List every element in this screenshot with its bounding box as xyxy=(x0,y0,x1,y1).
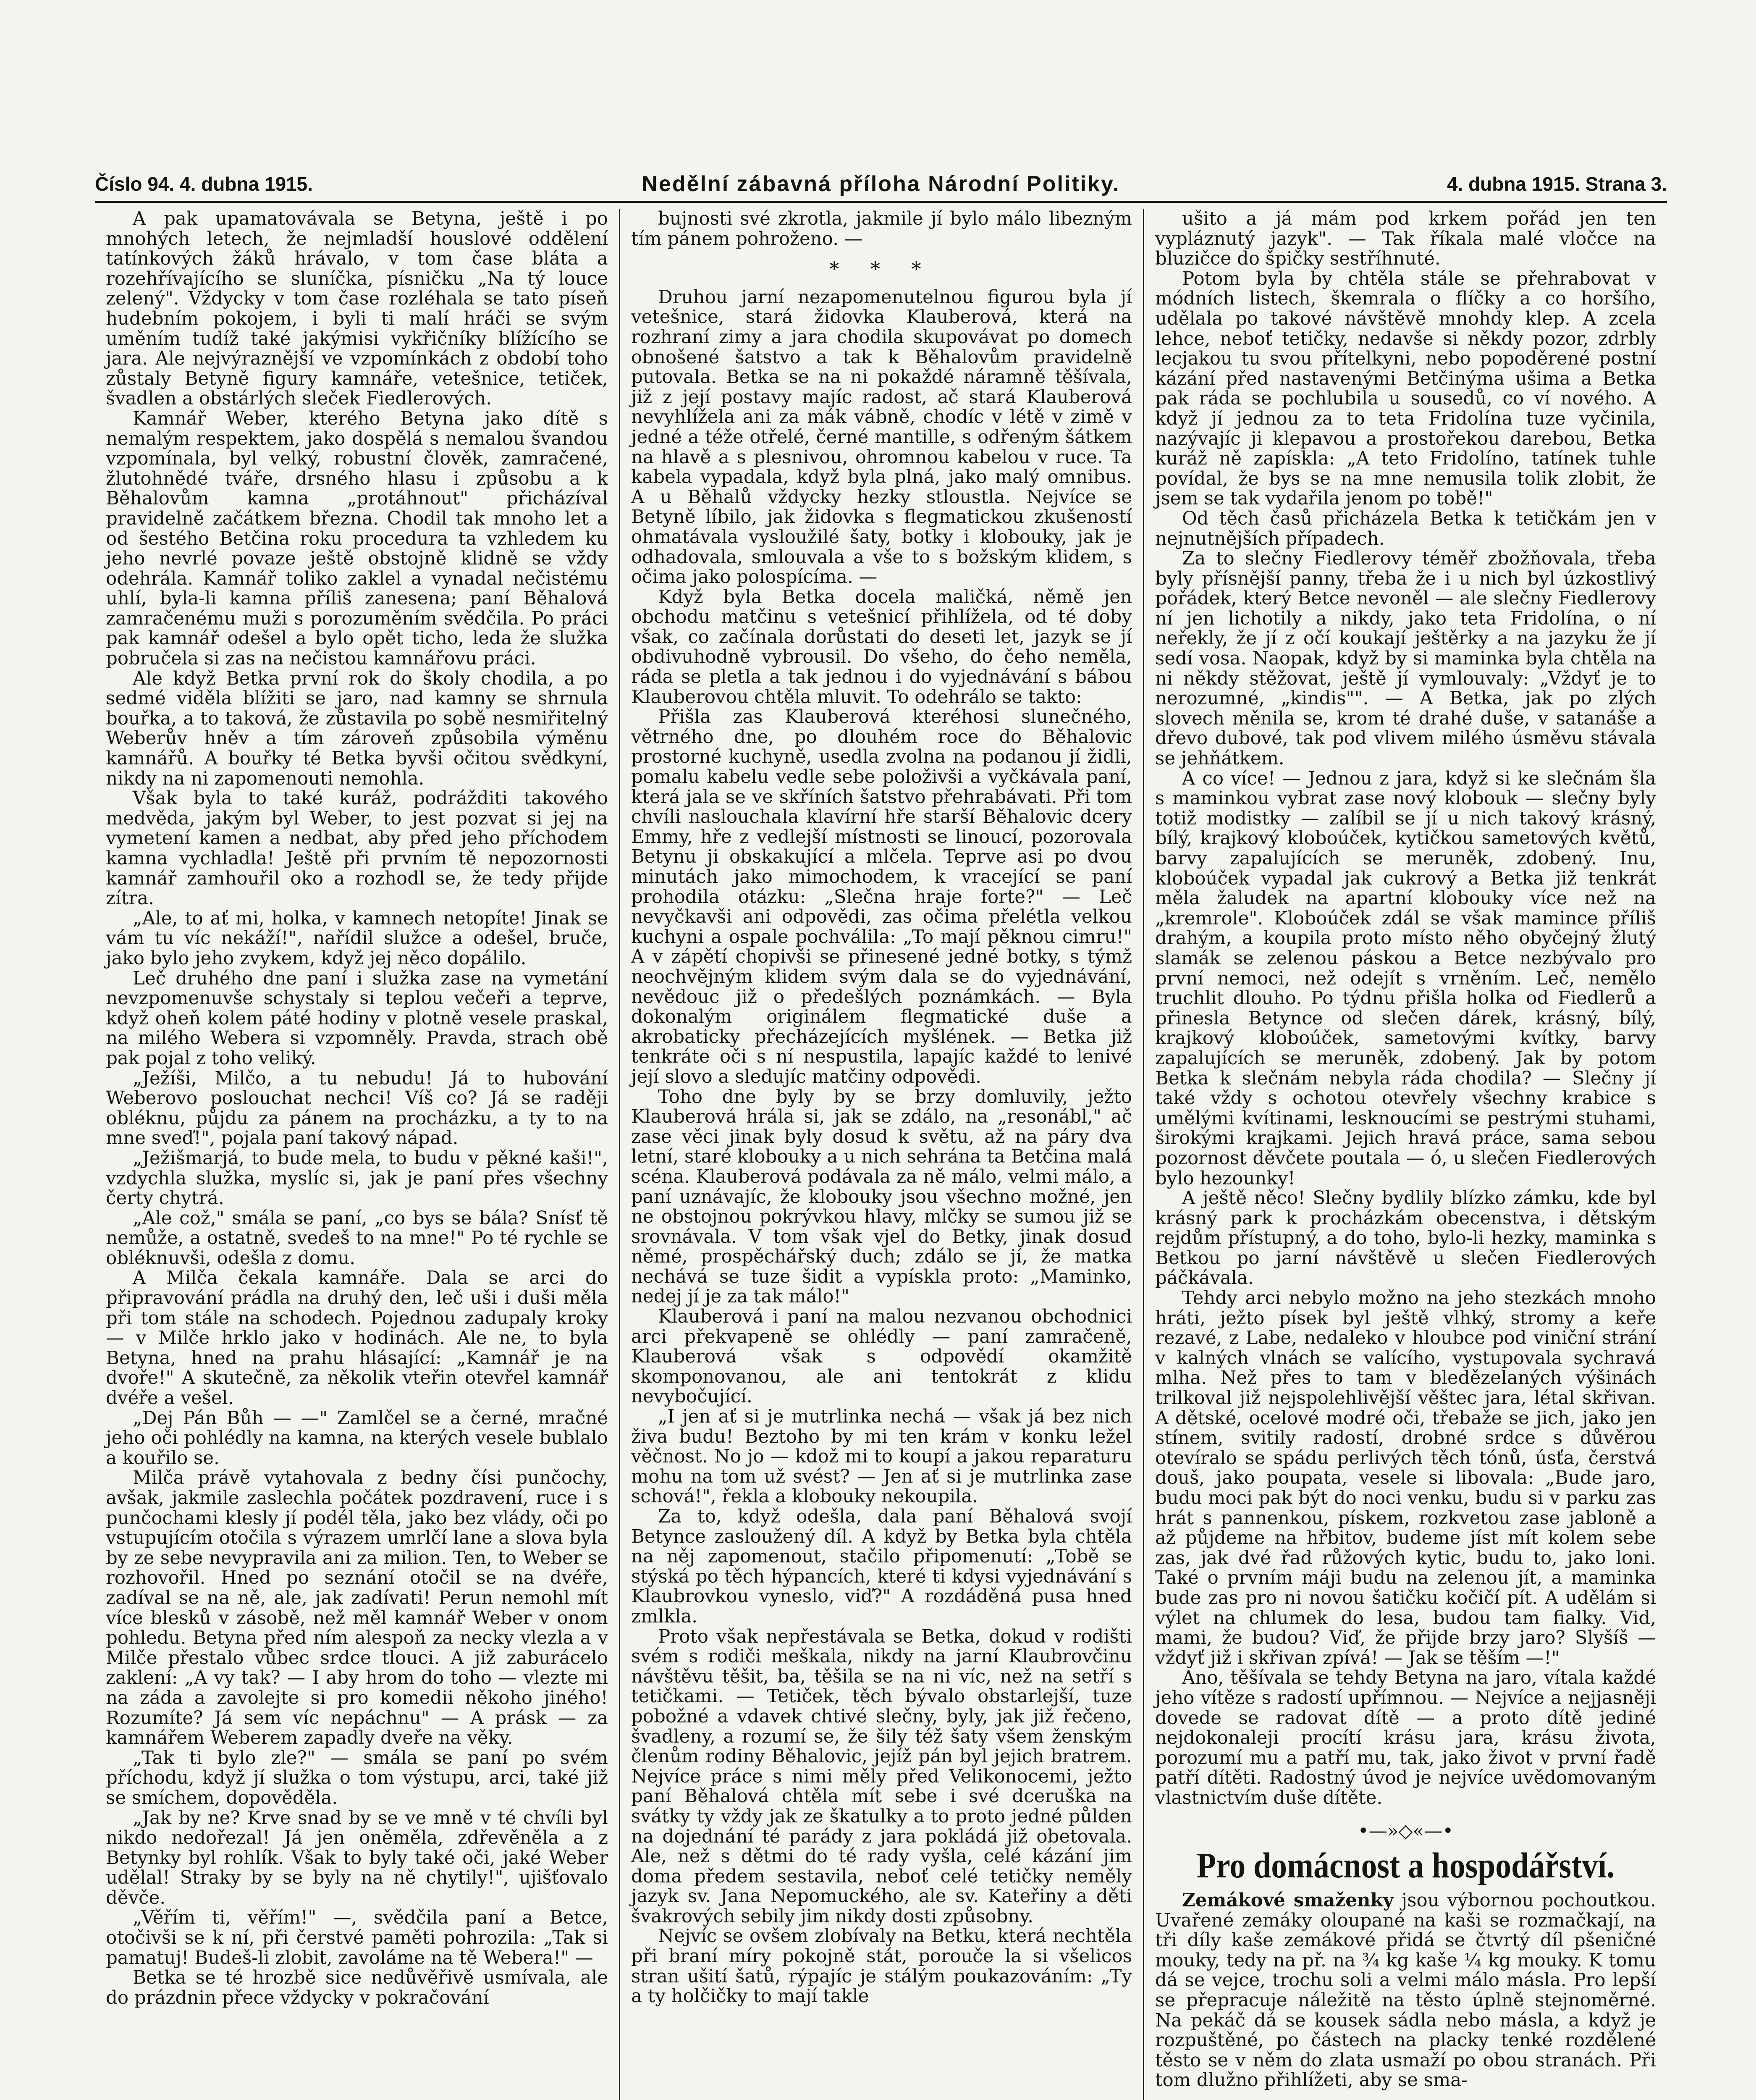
paragraph: Proto však nepřestávala se Betka, dokud v rodišti svém s rodiči meškala, nikdy na jarní Klaubrovčinu návštěvu těšit, ba, těšila se na ni víc, než na setří s tetičkami. — Tetiček, těch bývalo obstarlejší, tuze pobožné a vdavek chtivé slečny, byly, jak již řečeno, švadleny, a rozumí se, že šily též šaty všem ženským členům rodiny Běhalovic, jejíž pán byl jejich bratrem. Nejvíce práce s nimi měly před Velikonocemi, ježto paní Běhalová chtěla mít sebe i své dceruška na svátky ty vždy jak ze škatulky a to proto jedné půlden na dojednání té parády z jara pokládá již obetovala. Ale, než s dětmi do té rady vyšla, celé kázání jim doma předem sestavila, neboť celé tetičky neměly jazyk sv. Jana Nepomuckého, ale sv. Kateřiny a děti švakrových sebily jim nikdy dosti způsobny. xyxy=(631,1626,1132,1927)
paragraph: Přišla zas Klauberová kteréhosi slunečného, větrného dne, po dlouhém roce do Běhalovic prostorné kuchyně, usedla zvolna na podanou jí židli, pomalu kabelu vedle sebe položivši a vyčkávala paní, která jala se ve skříních šatstvo přehrabávati. Při tom chvíli naslouchala klavírní hře starší Běhalovic dcery Emmy, hře z vedlejší místnosti se linoucí, pozorovala Betynu ji obskakující a mlčela. Teprve asi po dvou minutách jako mimochodem, k vracející se paní prohodila otázku: „Slečna hraje forte?" — Leč nevyčkavši ani odpovědi, zas očima přelétla velkou kuchyni a ospale pochválila: „To mají pěknou cimru!" A v zápětí chopivši se přinesené jedné botky, s týmž neochvějným klidem svým dala se do vyjednávání, nevědouc již o předešlých poznámkách. — Byla dokonalým originálem flegmatické duše a akrobaticky přecházejících myšlének. — Betka již tenkráte oči s ní nespustila, lapajíc každé to lenivé její slovo a sledujíc matčiny odpovědi. xyxy=(631,706,1132,1087)
paragraph: ušito a já mám pod krkem pořád jen ten vypláznutý jazyk". — Tak říkala malé vločce na bluzičce do špičky sestříhnuté. xyxy=(1155,209,1656,270)
paragraph: Ale když Betka první rok do školy chodila, a po sedmé viděla blížiti se jaro, nad kamny se shrnula bouřka, a to taková, že zůstavila po sobě nesmiřitelný Weberův hněv a tím zároveň způsobila výměnu kamnářů. A bouřky té Betka byvši očitou svědkyní, nikdy na ni zapomenouti nemohla. xyxy=(106,668,608,789)
paragraph: „Ježíši, Milčo, a tu nebudu! Já to hubování Weberovo poslouchat nechci! Víš co? Já se raději obléknu, půjdu za pánem na procházku, a ty to na mne sveď!", pojala paní takový nápad. xyxy=(106,1068,608,1149)
text-columns xyxy=(95,209,1667,2100)
newspaper-page xyxy=(95,167,1667,2100)
paragraph: A ještě něco! Slečny bydlily blízko zámku, kde byl krásný park k procházkám obecenstva, i dětským rejdům přístupný, a do toho, bylo-li hezky, maminka s Betkou po jarní návštěvě u slečen Fiedlerových páčkávala. xyxy=(1155,1188,1656,1289)
paragraph: Za to slečny Fiedlerovy téměř zbožňovala, třeba byly přísnější panny, třeba že i u nich byl úzkostlivý pořádek, který Betce nevoněl — ale slečny Fiedlerovy ní jen lichotily a nikdy, jako teta Fridolína, o ní neřekly, že jí z očí koukají ještěrky a na jazyku že jí sedí vosa. Naopak, když by si maminka byla chtěla na ni někdy stěžovat, ještě jí vymlouvaly: „Vždyť je to nerozumné, „kindis"". — A Betka, jak po zlých slovech měnila se, krom té drahé duše, v satanáše a dřevo dubové, tak pod vlivem milého úsměvu stávala se jehňátkem. xyxy=(1155,548,1656,769)
paragraph: „Ale což," smála se paní, „co bys se bála? Snísť tě nemůže, a ostatně, svedeš to na mne!" Po té rychle se obléknuvši, odešla z domu. xyxy=(106,1208,608,1269)
paragraph: Však byla to také kuráž, podrážditi takového medvěda, jakým byl Weber, to jest pozvat si jej na vymetení kamen a nedbat, aby před jeho příchodem kamna vychladla! Ještě při prvním tě nepozornosti kamnář zamhouřil oko a rozhodl se, že tedy přijde zítra. xyxy=(106,788,608,909)
paragraph: Nejvíc se ovšem zlobívaly na Betku, která nechtěla při braní míry pokojně stát, porouče la si všelicos stran ušití šatů, rýpajíc je stálým poukazováním: „Ty a ty holčičky to mají takle xyxy=(631,1926,1132,2007)
paragraph: Zemákové smaženky jsou výbornou pochoutkou. Uvařené zemáky oloupané na kaši se rozmačkají, na tři díly kaše zemákové přidá se čtvrtý díl pšeničné mouky, tedy na př. na ¾ kg kaše ¼ kg mouky. K tomu dá se vejce, trochu soli a velmi málo másla. Pro lepší se přepracuje náležitě na těsto úplně stejnoměrné. Na pekáč dá se kousek sádla nebo másla, a když je rozpuštěné, po částech na placky tenké rozdělené těsto se v něm do zlata usmaží po obou stranách. Při tom dlužno přihlížeti, aby se sma- xyxy=(1155,1890,1656,2091)
section-title: Pro domácnost a hospodářství. xyxy=(1196,1845,1615,1886)
recipe-title: Zemákové smaženky xyxy=(1182,1890,1394,1911)
paragraph: Za to, když odešla, dala paní Běhalová svojí Betynce zasloužený díl. A když by Betka byla chtěla na něj zapomenout, stačilo připomenutí: „Tobě se stýská po těch hýpancích, které ti kdysi vyjednávání s Klaubrovkou vyneslo, viď?" A rozdáděná pusa hned zmlkla. xyxy=(631,1506,1132,1627)
paragraph: „Tak ti bylo zle?" — smála se paní po svém příchodu, když jí služka o tom výstupu, arci, také již se smíchem, dopověděla. xyxy=(106,1747,608,1809)
paragraph: Druhou jarní nezapomenutelnou figurou byla jí vetešnice, stará židovka Klauberová, která na rozhraní zimy a jara chodila skupovávat po domech obnošené šatstvo a tak k Běhalovům pravidelně putovala. Betka se na ni pokaždé náramně těšívala, již z její postavy majíc radost, ač stará Klauberová nevyhlížela ani za mák vábně, chodíc v létě v zimě v jedné a téže otřelé, černé mantille, s odřeným šátkem na hlavě a s plesnivou, ohromnou kabelou v ruce. Ta kabela vypadala, když byla plná, jako malý omnibus. A u Běhalů vždycky hezky stloustla. Nejvíce se Betyně líbilo, jak židovka s flegmatickou zkušeností ohmatávala vysloužilé šaty, botky i klobouky, jak je odhadovala, smlouvala a vše to s božským klidem, s očima jako polospícíma. — xyxy=(631,286,1132,588)
paragraph: „Věřím ti, věřím!" —, svědčila paní a Betce, otočivši se k ní, při čerstvé paměti pohrozila: „Tak si pamatuj! Budeš-li zlobit, zavoláme na tě Webera!" — xyxy=(106,1907,608,1969)
paragraph: Ano, těšívala se tehdy Betyna na jaro, vítala každé jeho vítěze s radostí upřímnou. — Nejvíce a nejjasněji dovede se radovat dítě — a proto dítě jediné nejdokonaleji procítí krásu jara, krásu života, porozumí mu a patří mu, tak, jako život v první řadě patří dítěti. Radostný úvod je nejvíce uvědomovaným vlastnictvím duše dítěte. xyxy=(1155,1667,1656,1809)
paragraph: „Dej Pán Bůh — —" Zamlčel se a černé, mračné jeho oči pohlédly na kamna, na kterých vesele bublalo a kouřilo se. xyxy=(106,1407,608,1469)
issue-number: Číslo 94. 4. dubna 1915. xyxy=(95,173,313,195)
paragraph: Když byla Betka docela maličká, němě jen obchodu matčinu s vetešnicí přihlížela, od té doby však, co začínala dorůstati do deseti let, jazyk se jí obdivuhodně vybrousil. Do všeho, do čeho neměla, ráda se pletla a tak jednou i do vyjednávání s bábou Klauberovou chtěla mluvit. To odehrálo se takto: xyxy=(631,586,1132,708)
paragraph: A Milča čekala kamnáře. Dala se arci do připravování prádla na druhý den, leč uši i duši měla při tom stále na schodech. Pojednou zadupaly kroky — v Milče hrklo jako v hodinách. Ale ne, to byla Betyna, hned na prahu hlásající: „Kamnář je na dvoře!" A skutečně, za několik vteřin otevřel kamnář dvéře a vešel. xyxy=(106,1268,608,1409)
page-number: 4. dubna 1915. Strana 3. xyxy=(1447,173,1667,195)
column-1 xyxy=(95,209,619,2100)
paragraph: Betka se té hrozbě sice nedůvěřivě usmívala, ale do prázdnin přece vždycky v pokračování xyxy=(106,1967,608,2008)
section-separator: * * * xyxy=(829,257,934,281)
paragraph: Kamnář Weber, kterého Betyna jako dítě s nemalým respektem, jako dospělá s nemalou švandou vzpomínala, byl velký, robustní člověk, zamračené, žlutohnědé tváře, drsného hlasu i způsobu a k Běhalovům kamna „protáhnout" přicházíval pravidelně začátkem března. Chodil tak mnoho let a od šestého Betčina roku procedura ta vzhledem ku jeho nevrlé povaze ještě obstojně klidně se vždy odehrála. Kamnář toliko zaklel a vynadal nečistému uhlí, byla-li kamna příliš zanesena; paní Běhalová zamračenému muži s porozuměním svědčila. Po práci pak kamnář odešel a bylo opět ticho, leda že služka pobručela si zas na nečistou kamnářovu práci. xyxy=(106,408,608,669)
paragraph: bujnosti své zkrotla, jakmile jí bylo málo libezným tím pánem pohroženo. — xyxy=(631,209,1132,249)
paragraph: Leč druhého dne paní i služka zase na vymetání nevzpomenuvše schystaly si teplou večeři a teprve, když oheň kolem páté hodiny v plotně vesele praskal, na milého Webera si vzpomněly. Pravda, strach obě pak pojal z toho veliký. xyxy=(106,968,608,1069)
section-ornament: •—»◇«—• xyxy=(1358,1820,1454,1842)
paragraph: Tehdy arci nebylo možno na jeho stezkách mnoho hráti, ježto písek byl ještě vlhký, stromy a keře rezavé, z Labe, nedaleko v hloubce pod viniční strání v kalných vlnách se valícího, vystupovala sychravá mlha. Než přes to tam v bledězelaných výšinách trilkoval již nejspolehlivější věštec jara, létal skřivan. A dětské, ocelové modré oči, třebaže se jich, jako jen stínem, svitily radostí, drobné srdce s důvěrou otevíralo se spádu perlivých těch tónů, úsťa, čerstvá douš, jako poupata, vesele si libovala: „Bude jaro, budu moci pak být do noci venku, budu si v parku zas hrát s pannenkou, pískem, rozkvetou zase jabloně a až půjdeme na hřbitov, budeme jíst mít kolem sebe zas, jak dvé řad růžových kytic, budu to, jako loni. Také o prvním máji budu na zelenou jít, a maminka bude zas pro ni novou šatičku kočičí pít. A udělám si výlet na chlumek do lesa, budou tam fialky. Vid, mami, že budou? Viď, že přijde brzy jaro? Slyšíš — vždyť již i skřivan zpívá! — Jak se těším —!" xyxy=(1155,1288,1656,1669)
paragraph: Klauberová i paní na malou nezvanou obchodnici arci překvapeně se ohlédly — paní zamračeně, Klauberová však s odpovědí okamžitě skomponovanou, ale ani tentokrát z klidu nevybočující. xyxy=(631,1306,1132,1407)
paragraph: Od těch časů přicházela Betka k tetičkám jen v nejnutnějších případech. xyxy=(1155,508,1656,549)
column-3 xyxy=(1143,209,1667,2100)
paragraph: A co více! — Jednou z jara, když si ke slečnám šla s maminkou vybrat zase nový klobouk — slečny byly totiž modistky — zalíbil se jí u nich takový krásný, bílý, krajkový kloboúček, kytičkou sametových květů, barvy zapalujících se meruněk, zdobený. Inu, kloboúček vypadal jak cukrový a Betka již tenkrát měla žaludek na apartní klobouky více než na „kremrole". Kloboúček zdál se však mamince příliš drahým, a koupila proto místo něho obyčejný žlutý slamák se zelenou páskou a Betce nezbývalo pro první nemoci, než odejít s vrněním. Leč, nemělo truchlit dlouho. Po týdnu přišla holka od Fiedlerů a přinesla Betynce od slečen dárek, krásný, bílý, krajkový kloboúček, sametovými kvítky, barvy zapalujících se meruněk, zdobený. Jak by potom Betka k slečnám nebyla ráda chodila? — Slečny jí také vždy s ochotou otevřely všechny krabice s umělými kvítinami, lesknoucími se pestrými stuhami, širokými krajkami. Jejich hravá práce, sama sebou pozornost děvčete poutala — ó, u slečen Fiedlerových bylo hezounky! xyxy=(1155,768,1656,1189)
paragraph: „Ale, to ať mi, holka, v kamnech netopíte! Jinak se vám tu víc nekáží!", nařídil služce a odešel, bruče, jako bylo jeho zvykem, když jej něco dopálilo. xyxy=(106,908,608,969)
paragraph: A pak upamatovávala se Betyna, ještě i po mnohých letech, že nejmladší houslové oddělení tatínkových žáků hrávalo, v tom čase bláta a rozehřívajícího se sluníčka, písničku „Na tý louce zelený". Vždycky v tom čase rozléhala se tato píseň hudebním pokojem, i byli ti malí hráči se svým uměním tudíž také jakýmisi vykřičníky blížícího se jara. Ale nejvýraznější ve vzpomínkách z období toho zůstaly Betyně figury kamnáře, vetešnice, tetiček, švadlen a obstárlých sleček Fiedlerových. xyxy=(106,209,608,410)
paragraph: Milča právě vytahovala z bedny čísi punčochy, avšak, jakmile zaslechla počátek pozdravení, ruce i s punčochami klesly jí podél těla, jako bez vlády, oči po vstupujícím otočila s výrazem umrlčí lane a slova byla by ze sebe nevypravila ani za milion. Ten, to Weber se rozhovořil. Hned po seznání otočil se na dvéře, zadíval se na ně, ale, jak zadívati! Perun nemohl mít více blesků v zásobě, než měl kamnář Weber v onom pohledu. Betyna před ním alespoň za necky vlezla a v Milče přestalo vůbec srdce tlouci. A již zaburácelo zaklení: „A vy tak? — I aby hrom do toho — vlezte mi na záda a zavolejte si pro komedii někoho jiného! Rozumíte? Já sem víc nepáchnu" — A prásk — za kamnářem Weberem zapadly dveře na věky. xyxy=(106,1467,608,1749)
paragraph: „Ježišmarjá, to bude mela, to budu v pěkné kaši!", vzdychla služka, myslíc si, jak je paní přes všechny čerty chytrá. xyxy=(106,1147,608,1209)
publication-title: Nedělní zábavná příloha Národní Politiky. xyxy=(642,172,1120,196)
column-2 xyxy=(619,209,1143,2100)
paragraph: „Jak by ne? Krve snad by se ve mně v té chvíli byl nikdo nedořezal! Já jen oněměla, zdřevěněla a z Betynky byl rohlík. Však to byly také oči, jaké Weber udělal! Straky by se byly na ně chytily!", ujišťovalo děvče. xyxy=(106,1807,608,1908)
paragraph: Toho dne byly by se brzy domluvily, ježto Klauberová hrála si, jak se zdálo, na „resonábl," ač zase věci jinak byly dosud k světu, až na páry dva letní, staré klobouky a u nich sehrána ta Betčina malá scéna. Klauberová podávala za ně málo, velmi málo, a paní uznávajíc, že klobouky jsou všechno možné, jen ne obstojnou pokrývkou hlavy, mlčky se sumou již se srovnávala. V tom však vjel do Betky, jinak dosud němé, prospěchářský duch; zdálo se jí, že matka nechává se tuze šidit a vypískla proto: „Maminko, nedej jí je za tak málo!" xyxy=(631,1086,1132,1307)
page-header xyxy=(95,167,1667,203)
paragraph: „I jen ať si je mutrlinka nechá — však já bez nich živa budu! Beztoho by mi ten krám v konku ležel věčnost. No jo — kdož mi to koupí a jakou reparaturu mohu na tom už svést? — Jen ať si je mutrlinka zase schová!", řekla a klobouky nekoupila. xyxy=(631,1406,1132,1507)
paragraph: Potom byla by chtěla stále se přehrabovat v módních listech, škemrala o flíčky a co horšího, udělala po takové návštěvě mnohdy klep. A zcela lehce, neboť tetičky, nedavše si někdy pozor, zdrbly lecjakou tu svou přítelkyni, nebo popoděrené postní kázání před nastavenými Betčinýma ušima a Betka pak ráda se pochlubila u sousedů, co ví nového. A když jí jednou za to teta Fridolína tuze vyčinila, nazývajíc ji klepavou a prostořekou darebou, Betka kuráž ně zapískla: „A teto Fridolíno, tatínek tuhle povídal, že bys se na mne nemusila tolik zlobit, že jsem se tak vydařila jenom po tobě!" xyxy=(1155,268,1656,509)
